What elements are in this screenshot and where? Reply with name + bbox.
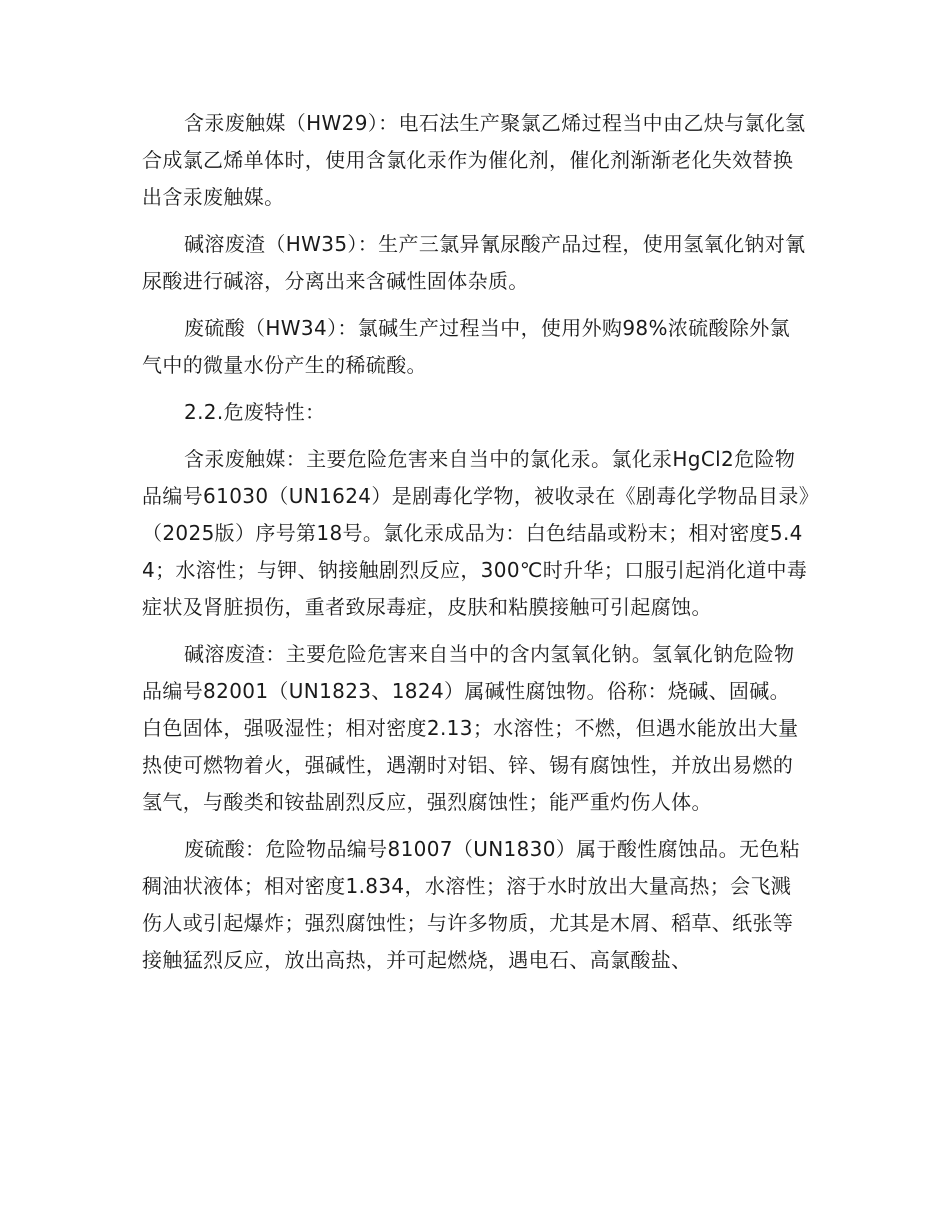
paragraph-waste-sulfuric-acid-source: 废硫酸（HW34）：氯碱生产过程当中，使用外购98%浓硫酸除外氯气中的微量水份产生的稀硫酸。: [142, 316, 790, 377]
paragraph-mercury-catalyst-source: 含汞废触媒（HW29）：电石法生产聚氯乙烯过程当中由乙炔与氯化氢合成氯乙烯单体时，使用含氯化汞作为催化剂，催化剂渐渐老化失效替换出含汞废触媒。: [142, 111, 806, 209]
paragraph-alkali-residue-source: 碱溶废渣（HW35）：生产三氯异氰尿酸产品过程，使用氢氧化钠对氰尿酸进行碱溶，分离出来含碱性固体杂质。: [142, 232, 806, 293]
paragraph-alkali-residue-hazard: 碱溶废渣：主要危险危害来自当中的含内氢氧化钠。氢氧化钠危险物品编号82001（UN1823、1824）属碱性腐蚀物。俗称：烧碱、固碱。白色固体，强吸湿性；相对密度2.13；水溶性；不燃，但遇水能放出大量热使可燃物着火，强碱性，遇潮时对铝、锌、锡有腐蚀性，并放出易燃的氢气，与酸类和铵盐剧烈反应，强烈腐蚀性；能严重灼伤人体。: [142, 642, 799, 814]
paragraph-waste-sulfuric-acid-hazard: 废硫酸：危险物品编号81007（UN1830）属于酸性腐蚀品。无色粘稠油状液体；相对密度1.834，水溶性；溶于水时放出大量高热；会飞溅伤人或引起爆炸；强烈腐蚀性；与许多物质，尤其是木屑、稻草、纸张等接触猛烈反应，放出高热，并可起燃烧，遇电石、高氯酸盐、: [142, 837, 801, 972]
section-heading-hazard-properties: 2.2.危废特性：: [184, 400, 326, 424]
paragraph-mercury-catalyst-hazard: 含汞废触媒：主要危险危害来自当中的氯化汞。氯化汞HgCl2危险物品编号61030（UN1624）是剧毒化学物，被收录在《剧毒化学物品目录》（2025版）序号第18号。氯化汞成品为：白色结晶或粉末；相对密度5.44；水溶性；与钾、钠接触剧烈反应，300℃时升华；口服引起消化道中毒症状及肾脏损伤，重者致尿毒症，皮肤和粘膜接触可引起腐蚀。: [142, 447, 810, 619]
document-body: [142, 105, 810, 979]
